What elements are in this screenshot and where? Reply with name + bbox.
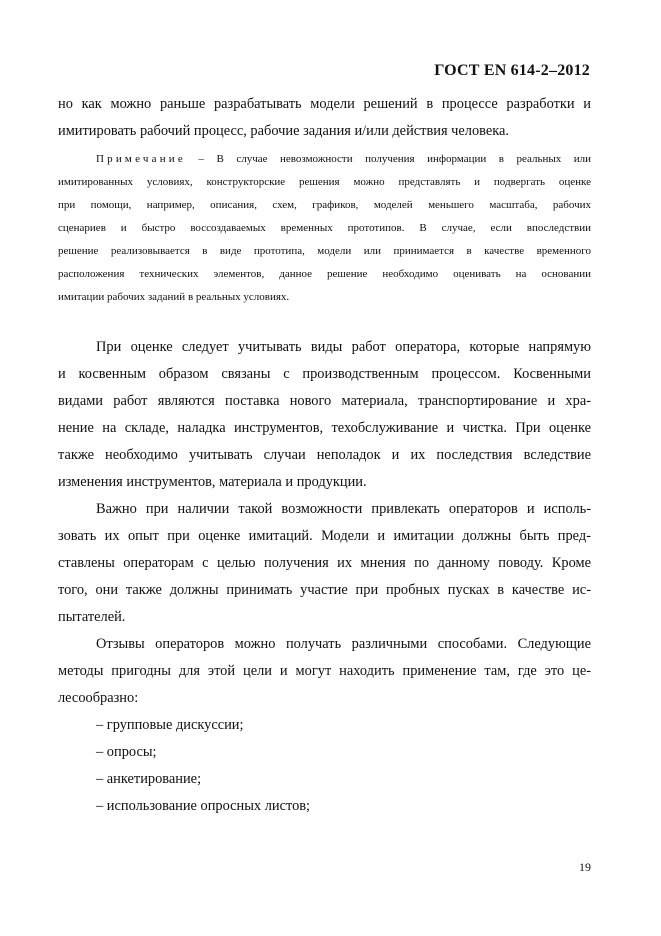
paragraph-line: нение на складе, наладка инструментов, техобслуживание и чистка. При оценке — [58, 420, 591, 436]
paragraph-line: пытателей. — [58, 609, 126, 625]
note-label: Примечание — [96, 153, 186, 165]
note-line: имитированных условиях, конструкторские решения можно представлять и подвергать оценке — [58, 176, 591, 188]
note-line: решение реализовывается в виде прототипа, модели или принимается в качестве временного — [58, 245, 591, 257]
paragraph-line: изменения инструментов, материала и продукции. — [58, 474, 367, 490]
list-item: – групповые дискуссии; — [96, 717, 244, 733]
paragraph-line: методы пригодны для этой цели и могут находить применение там, где это це- — [58, 663, 591, 679]
list-item: – использование опросных листов; — [96, 798, 311, 814]
note-first-line-text: – В случае невозможности получения информации в реальных или — [185, 153, 591, 165]
paragraph-line: лесообразно: — [58, 690, 139, 706]
paragraph-line: Важно при наличии такой возможности привлекать операторов и исполь- — [96, 501, 591, 517]
standard-code-header: ГОСТ EN 614-2–2012 — [434, 62, 590, 79]
paragraph-line: также необходимо учитывать случаи неполадок и их последствия вследствие — [58, 447, 591, 463]
paragraph-line: зовать их опыт при оценке имитаций. Модели и имитации должны быть пред- — [58, 528, 591, 544]
list-item: – анкетирование; — [96, 771, 202, 787]
note-line: при помощи, например, описания, схем, графиков, моделей меньшего масштаба, рабочих — [58, 199, 591, 211]
paragraph-line: того, они также должны принимать участие при пробных пусках в качестве ис- — [58, 582, 591, 598]
note-line: имитации рабочих заданий в реальных условиях. — [58, 291, 290, 303]
note-line: расположения технических элементов, данное решение необходимо оценивать на основании — [58, 268, 591, 280]
paragraph-line: Отзывы операторов можно получать различными способами. Следующие — [96, 636, 591, 652]
intro-line: но как можно раньше разрабатывать модели решений в процессе разработки и — [58, 96, 591, 112]
list-item: – опросы; — [96, 744, 157, 760]
paragraph-line: При оценке следует учитывать виды работ оператора, которые напрямую — [96, 339, 591, 355]
paragraph-line: ставлены операторам с целью получения их мнения по данному поводу. Кроме — [58, 555, 591, 571]
note-line: сценариев и быстро воссоздаваемых временных прототипов. В случае, если впоследствии — [58, 222, 591, 234]
intro-line: имитировать рабочий процесс, рабочие задания и/или действия человека. — [58, 123, 510, 139]
note-first-line — [96, 152, 591, 166]
paragraph-line: и косвенным образом связаны с производственным процессом. Косвенными — [58, 366, 591, 382]
page-number: 19 — [579, 860, 591, 874]
paragraph-line: видами работ являются поставка нового материала, транспортирование и хра- — [58, 393, 591, 409]
